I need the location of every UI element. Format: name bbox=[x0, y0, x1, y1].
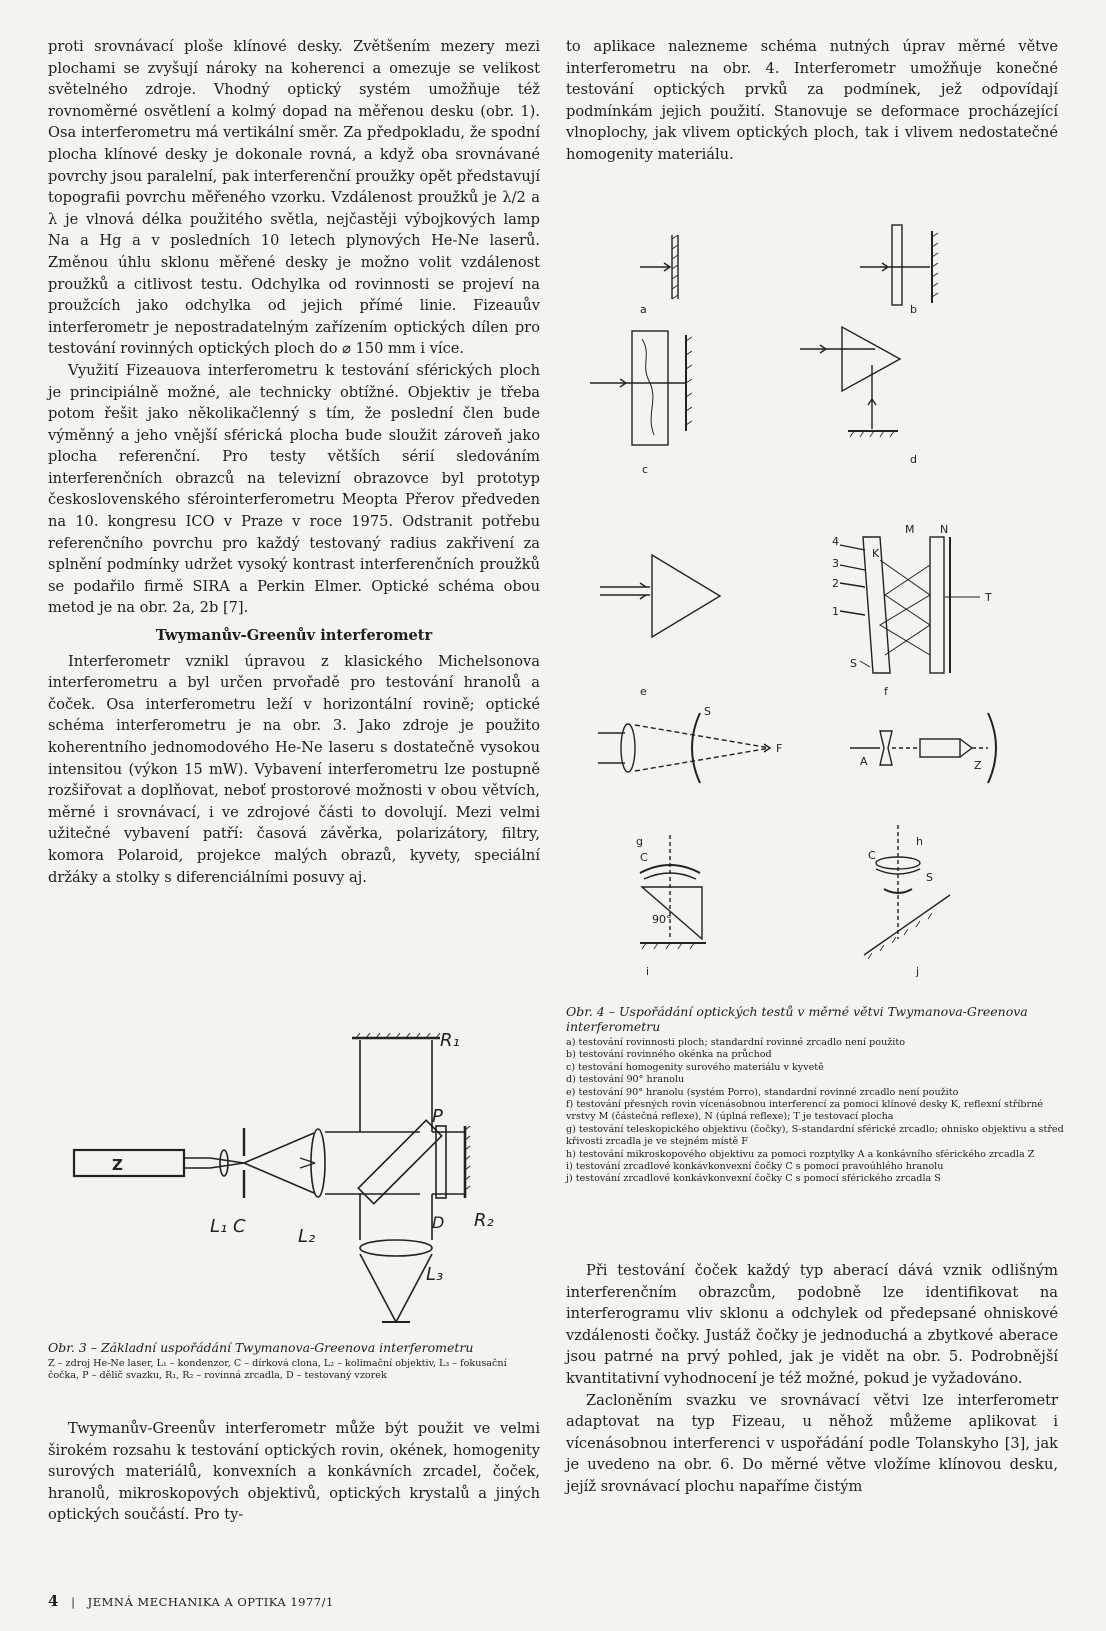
laser-source bbox=[74, 1150, 184, 1176]
page-number: 4 bbox=[48, 1592, 59, 1610]
label-n: N bbox=[940, 523, 949, 536]
legend-item: e) testování 90° hranolu (systém Porro), standardní rovinné zrcadlo není použito bbox=[566, 1086, 959, 1098]
label-z: Z bbox=[974, 759, 982, 772]
label-2: 2 bbox=[832, 577, 839, 590]
panel-b-schematic bbox=[860, 225, 938, 305]
label-s: S bbox=[704, 705, 711, 718]
paragraph: Twymanův-Greenův interferometr může být použit ve velmi širokém rozsahu k testování optických rovin, okének, homogenity surových materiálů, konvexních a konkávních zrcadel, čoček, hranolů, mikroskopových objektivů, optických krystalů a jiných optických součástí. Pro ty- bbox=[48, 1420, 540, 1524]
figure-3-diagram bbox=[60, 1030, 550, 1330]
panel-label: f bbox=[884, 685, 888, 698]
panel-h-schematic bbox=[850, 713, 996, 783]
section-heading: Twymanův-Greenův interferometr bbox=[155, 627, 433, 645]
label-p: P bbox=[432, 1106, 443, 1127]
left-column-bottom bbox=[48, 1418, 540, 1526]
lens-l3 bbox=[360, 1240, 432, 1256]
panel-a-schematic bbox=[640, 235, 678, 299]
panel-label: h bbox=[916, 835, 923, 848]
panel-label: b bbox=[910, 303, 917, 316]
panel-label: j bbox=[916, 965, 920, 978]
label-r1: R₁ bbox=[440, 1030, 460, 1051]
legend-item: j) testování zrcadlové konkávkonvexní čočky C s pomocí sférického zrcadla S bbox=[566, 1173, 941, 1185]
legend-item: a) testování rovinnosti ploch; standardní rovinné zrcadlo není použito bbox=[566, 1037, 906, 1048]
panel-label: d bbox=[910, 453, 917, 466]
label-r2: R₂ bbox=[474, 1210, 494, 1231]
panel-d-schematic bbox=[800, 327, 900, 437]
caption-title: Obr. 4 – Uspořádání optických testů v měrné větvi Twymanova-Greenova interferometru bbox=[566, 1004, 1028, 1034]
label-m: M bbox=[905, 523, 915, 536]
right-column-bottom bbox=[566, 1260, 1058, 1498]
figure-4-caption bbox=[566, 1004, 1066, 1186]
label-z: Z bbox=[112, 1156, 123, 1174]
label-c: C bbox=[868, 849, 876, 862]
panel-label: c bbox=[642, 463, 649, 476]
label-4: 4 bbox=[832, 535, 839, 548]
caption-legend bbox=[566, 1037, 1066, 1186]
panel-e-schematic bbox=[600, 555, 720, 637]
label-angle: 90° bbox=[652, 913, 672, 926]
paragraph: Interferometr vznikl úpravou z klasického Michelsonova interferometru a byl určen prvořadě pro testování hranolů a čoček. Osa interferometru leží v horizontální rovině; optické schéma interferometru je na obr. 3. Jako zdroje je použito koherentního jednomodového He-Ne laseru s dostatečně vysokou intensitou (výkon 15 mW). Vybavení interferometru lze postupně rozšiřovat a doplňovat, neboť prostorové možnosti v obou větvích, měrné i srovnávací, i ve zdrojové části to dovolují. Mezi velmi užitečné vybavení patří: časová závěrka, polarizátory, filtry, komora Polaroid, projekce malých obrazů, kyvety, speciální držáky a stolky s diferenciálními posuvy aj. bbox=[48, 652, 540, 886]
panel-label: i bbox=[646, 965, 650, 978]
caption-legend: Z – zdroj He-Ne laser, L₁ – kondenzor, C – dírková clona, L₂ – kolimační objektiv, L₃ – fokusační čočka, P – dělič svazku, R₁, R₂ – rovinná zrcadla, D – testovaný vzorek bbox=[48, 1358, 507, 1382]
label-s: S bbox=[926, 871, 933, 884]
legend-item: f) testování přesných rovin vícenásobnou interferencí za pomoci klínové desky K, reflexní stříbrné vrstvy M (částečná reflexe), N (úplná reflexe); T je testovací plocha bbox=[566, 1099, 1043, 1123]
panel-label: g bbox=[636, 835, 643, 848]
label-d: D bbox=[432, 1213, 445, 1232]
caption-title: Obr. 3 – Základní uspořádání Twymanova-Greenova interferometru bbox=[48, 1340, 474, 1355]
paragraph: Zacloněním svazku ve srovnávací větvi lze interferometr adaptovat na typ Fizeau, u něhož můžeme aplikovat i vícenásobnou interferenci v uspořádání podle Tolanskyho [3], jak je uvedeno na obr. 6. Do měrné větve vložíme klínovou desku, jejíž srovnávací plochu napaříme čistým bbox=[566, 1391, 1058, 1495]
panel-f-schematic bbox=[840, 537, 980, 673]
paragraph: to aplikace nalezneme schéma nutných úprav měrné větve interferometru na obr. 4. Interferometr umožňuje konečné testování optických prvků za podmínek, jež odpovídají podmínkám jejich použití. Stanovuje se deformace procházející vlnoplochy, jak vlivem optických ploch, tak i vlivem nedostatečné homogenity materiálu. bbox=[566, 38, 1058, 163]
panel-label: e bbox=[640, 685, 647, 698]
panel-label: a bbox=[640, 303, 647, 316]
paragraph: Při testování čoček každý typ aberací dává vznik odlišným interferenčním obrazcům, podobně lze identifikovat na interferogramu vliv sklonu a odchylek od předepsané ohniskové vzdálenosti čočky. Justáž čočky je jednoduchá a zbytkové aberace jsou patrné na prvý pohled, jak je vidět na obr. 5. Podrobnější kvantitativní vyhodnocení je též možné, pokud je vyžadováno. bbox=[566, 1262, 1058, 1387]
journal-name: JEMNÁ MECHANIKA A OPTIKA 1977/1 bbox=[87, 1595, 334, 1609]
panel-g-schematic bbox=[598, 713, 770, 783]
label-s: S bbox=[850, 657, 857, 670]
label-a: A bbox=[860, 755, 868, 768]
panel-j-schematic bbox=[864, 825, 950, 959]
legend-item: g) testování teleskopického objektivu (čočky), S-standardní sférické zrcadlo; ohnisko objektivu a střed křivosti zrcadla je ve stejném místě F bbox=[566, 1123, 1064, 1148]
panel-c-schematic bbox=[590, 331, 692, 445]
paragraph: Využití Fizeauova interferometru k testování sférických ploch je principiálně možné, ale technicky obtížné. Objektiv je třeba potom řešit jako několikačlenný s tím, že poslední člen bude výměnný a jeho vnější sférická plocha bude sloužit zároveň jako plocha referenční. Pro testy větších sérií sledováním interferenčních obrazců na televizní obrazovce byl prototyp československého sférointerferometru Meopta Přerov předveden na 10. kongresu ICO v Praze v roce 1975. Odstranit potřebu referenčního povrchu pro každý testovaný radius zakřivení za splnění podmínky udržet vysoký kontrast interferenčních proužků se podařilo firmě SIRA a Perkin Elmer. Optické schéma obou metod je na obr. 2a, 2b [7]. bbox=[48, 361, 540, 617]
label-l3: L₃ bbox=[426, 1264, 444, 1285]
legend-item: c) testování homogenity surového materiálu v kyvetě bbox=[566, 1061, 824, 1073]
left-column-top bbox=[48, 36, 540, 888]
label-c: C bbox=[640, 851, 648, 864]
figure-3-caption bbox=[48, 1340, 540, 1383]
label-l1c: L₁ C bbox=[210, 1216, 246, 1237]
paragraph: proti srovnávací ploše klínové desky. Zvětšením mezery mezi plochami se zvyšují nároky na koherenci a omezuje se velikost světelného zdroje. Vhodný optický systém umožňuje též rovnoměrné osvětlení a kolmý dopad na měřenou desku (obr. 1). Osa interferometru má vertikální směr. Za předpokladu, že spodní plocha klínové desky je dokonale rovná, a když oba srovnávané povrchy jsou paralelní, pak interferenční proužky opět představují topografii povrchu měřeného vzorku. Vzdálenost proužků je λ/2 a λ je vlnová délka použitého světla, nejčastěji výbojkových lamp Na a Hg a v posledních 10 letech plynových He-Ne laserů. Změnou úhlu sklonu měřené desky je možno volit vzdálenost proužků a citlivost testu. Odchylka od rovinnosti se projeví na proužcích jako odchylka od jejich přímé linie. Fizeauův interferometr je nepostradatelným zařízením optických dílen pro testování rovinných optických ploch do ⌀ 150 mm i více. bbox=[48, 38, 540, 358]
legend-item: h) testování mikroskopového objektivu za pomoci rozptylky A a konkávního sférického zrcadla Z bbox=[566, 1148, 1035, 1160]
label-l2: L₂ bbox=[298, 1226, 316, 1247]
figure-4-diagram bbox=[580, 215, 1070, 1005]
panel-i-schematic bbox=[640, 835, 706, 949]
label-3: 3 bbox=[832, 557, 839, 570]
label-1: 1 bbox=[832, 605, 839, 618]
lens-l1 bbox=[220, 1150, 228, 1176]
lens-l2 bbox=[311, 1129, 325, 1197]
page-footer: 4 | JEMNÁ MECHANIKA A OPTIKA 1977/1 bbox=[48, 1592, 334, 1610]
legend-item: i) testování zrcadlové konkávkonvexní čočky C s pomocí pravoúhlého hranolu bbox=[566, 1161, 944, 1173]
legend-item: b) testování rovinného okénka na průchod bbox=[566, 1049, 772, 1061]
right-column-top bbox=[566, 36, 1058, 166]
label-t: T bbox=[985, 591, 992, 604]
legend-item: d) testování 90° hranolu bbox=[566, 1074, 685, 1086]
label-k: K bbox=[872, 547, 880, 560]
label-f: F bbox=[776, 742, 783, 755]
